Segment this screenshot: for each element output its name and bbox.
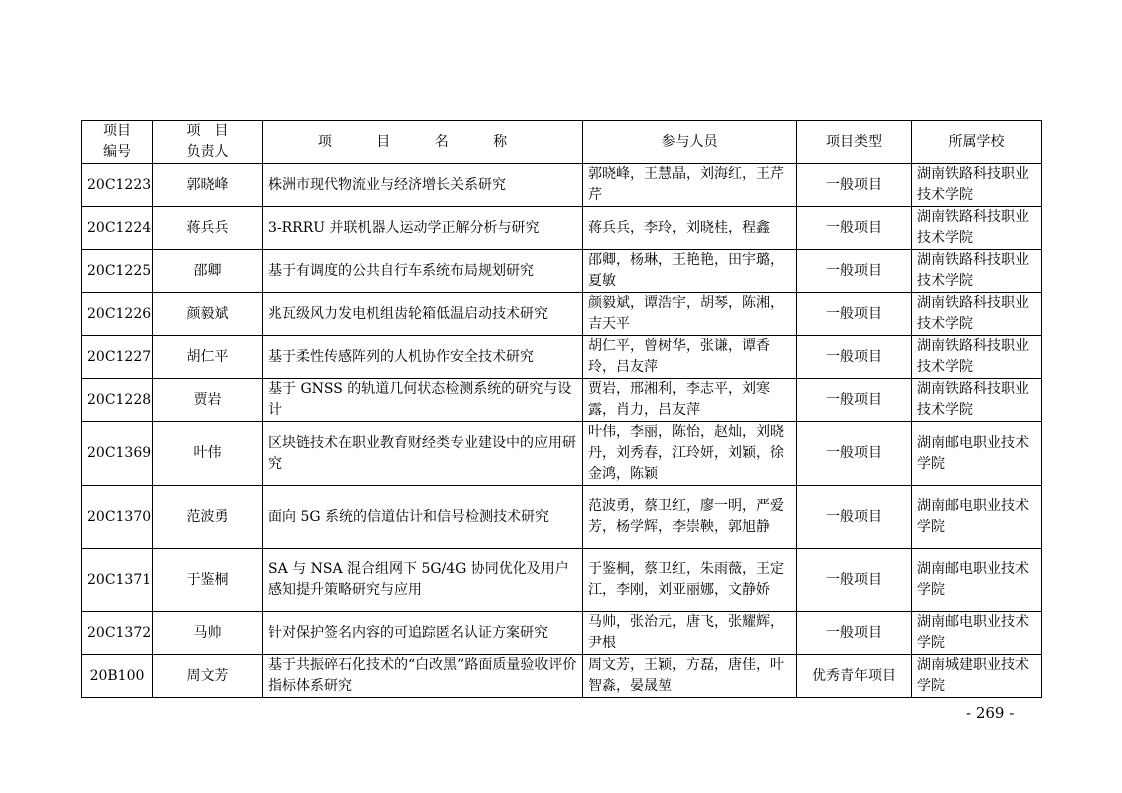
header-members: 参与人员 <box>583 121 797 164</box>
project-type: 一般项目 <box>797 293 912 336</box>
project-leader: 胡仁平 <box>153 336 263 379</box>
project-leader: 邵卿 <box>153 250 263 293</box>
project-members: 贾岩，邢湘利，李志平，刘寒露，肖力，吕友萍 <box>583 379 797 422</box>
table-row <box>82 422 1042 486</box>
table-row <box>82 612 1042 655</box>
project-leader: 叶伟 <box>153 422 263 486</box>
project-code: 20C1369 <box>82 422 153 486</box>
project-members: 周文芳，王颖，方磊，唐佳，叶智淼，晏晟堃 <box>583 655 797 698</box>
project-members: 范波勇，蔡卫红，廖一明，严爱芳，杨学辉，李崇鞅，郭旭静 <box>583 486 797 549</box>
project-name: SA 与 NSA 混合组网下 5G/4G 协同优化及用户感知提升策略研究与应用 <box>263 549 583 612</box>
project-school: 湖南铁路科技职业技术学院 <box>912 164 1042 207</box>
project-leader: 贾岩 <box>153 379 263 422</box>
project-leader: 蒋兵兵 <box>153 207 263 250</box>
table-row <box>82 379 1042 422</box>
header-name: 项 目 名 称 <box>263 121 583 164</box>
project-table <box>81 120 1042 698</box>
project-type: 一般项目 <box>797 336 912 379</box>
project-name: 3-RRRU 并联机器人运动学正解分析与研究 <box>263 207 583 250</box>
table-row <box>82 336 1042 379</box>
table-row <box>82 549 1042 612</box>
project-leader: 范波勇 <box>153 486 263 549</box>
project-members: 于鉴桐，蔡卫红，朱雨薇，王定江，李刚，刘亚丽娜，文静娇 <box>583 549 797 612</box>
project-type: 一般项目 <box>797 207 912 250</box>
project-code: 20C1225 <box>82 250 153 293</box>
project-type: 一般项目 <box>797 549 912 612</box>
project-members: 郭晓峰，王慧晶，刘海红，王芹芹 <box>583 164 797 207</box>
project-members: 叶伟，李丽，陈怡，赵灿，刘晓丹，刘秀春，江玲妍，刘颖，徐金鸿，陈颖 <box>583 422 797 486</box>
project-school: 湖南铁路科技职业技术学院 <box>912 336 1042 379</box>
project-code: 20C1224 <box>82 207 153 250</box>
project-school: 湖南城建职业技术学院 <box>912 655 1042 698</box>
project-school: 湖南铁路科技职业技术学院 <box>912 250 1042 293</box>
project-members: 邵卿，杨琳，王艳艳，田宇璐，夏敏 <box>583 250 797 293</box>
project-school: 湖南邮电职业技术学院 <box>912 422 1042 486</box>
project-leader: 周文芳 <box>153 655 263 698</box>
project-code: 20C1372 <box>82 612 153 655</box>
project-school: 湖南邮电职业技术学院 <box>912 486 1042 549</box>
project-name: 面向 5G 系统的信道估计和信号检测技术研究 <box>263 486 583 549</box>
project-school: 湖南铁路科技职业技术学院 <box>912 293 1042 336</box>
project-type: 一般项目 <box>797 379 912 422</box>
project-leader: 颜毅斌 <box>153 293 263 336</box>
project-type: 一般项目 <box>797 612 912 655</box>
project-school: 湖南邮电职业技术学院 <box>912 549 1042 612</box>
project-type: 一般项目 <box>797 486 912 549</box>
project-leader: 马帅 <box>153 612 263 655</box>
project-members: 蒋兵兵，李玲，刘晓桂，程鑫 <box>583 207 797 250</box>
project-name: 基于 GNSS 的轨道几何状态检测系统的研究与设计 <box>263 379 583 422</box>
header-school: 所属学校 <box>912 121 1042 164</box>
project-name: 基于共振碎石化技术的“白改黑”路面质量验收评价指标体系研究 <box>263 655 583 698</box>
project-school: 湖南铁路科技职业技术学院 <box>912 207 1042 250</box>
table-row <box>82 486 1042 549</box>
project-code: 20C1228 <box>82 379 153 422</box>
project-code: 20C1223 <box>82 164 153 207</box>
table-row <box>82 207 1042 250</box>
project-name: 针对保护签名内容的可追踪匿名认证方案研究 <box>263 612 583 655</box>
project-name: 株洲市现代物流业与经济增长关系研究 <box>263 164 583 207</box>
header-type: 项目类型 <box>797 121 912 164</box>
project-code: 20C1226 <box>82 293 153 336</box>
table-row <box>82 164 1042 207</box>
project-type: 一般项目 <box>797 422 912 486</box>
header-code: 项目 编号 <box>82 121 153 164</box>
project-name: 区块链技术在职业教育财经类专业建设中的应用研究 <box>263 422 583 486</box>
project-leader: 郭晓峰 <box>153 164 263 207</box>
project-code: 20B100 <box>82 655 153 698</box>
project-school: 湖南铁路科技职业技术学院 <box>912 379 1042 422</box>
project-name: 兆瓦级风力发电机组齿轮箱低温启动技术研究 <box>263 293 583 336</box>
header-leader: 项 目 负责人 <box>153 121 263 164</box>
table-row <box>82 655 1042 698</box>
project-school: 湖南邮电职业技术学院 <box>912 612 1042 655</box>
project-type: 优秀青年项目 <box>797 655 912 698</box>
project-members: 胡仁平，曾树华，张谦，谭香玲，吕友萍 <box>583 336 797 379</box>
project-code: 20C1371 <box>82 549 153 612</box>
project-type: 一般项目 <box>797 164 912 207</box>
header-row <box>82 121 1042 164</box>
page-number: - 269 - <box>966 704 1015 722</box>
project-code: 20C1370 <box>82 486 153 549</box>
project-type: 一般项目 <box>797 250 912 293</box>
project-members: 颜毅斌，谭浩宇，胡琴，陈湘，吉天平 <box>583 293 797 336</box>
project-name: 基于柔性传感阵列的人机协作安全技术研究 <box>263 336 583 379</box>
project-leader: 于鉴桐 <box>153 549 263 612</box>
table-row <box>82 293 1042 336</box>
project-name: 基于有调度的公共自行车系统布局规划研究 <box>263 250 583 293</box>
table-row <box>82 250 1042 293</box>
project-code: 20C1227 <box>82 336 153 379</box>
project-members: 马帅，张治元，唐飞，张耀辉，尹根 <box>583 612 797 655</box>
